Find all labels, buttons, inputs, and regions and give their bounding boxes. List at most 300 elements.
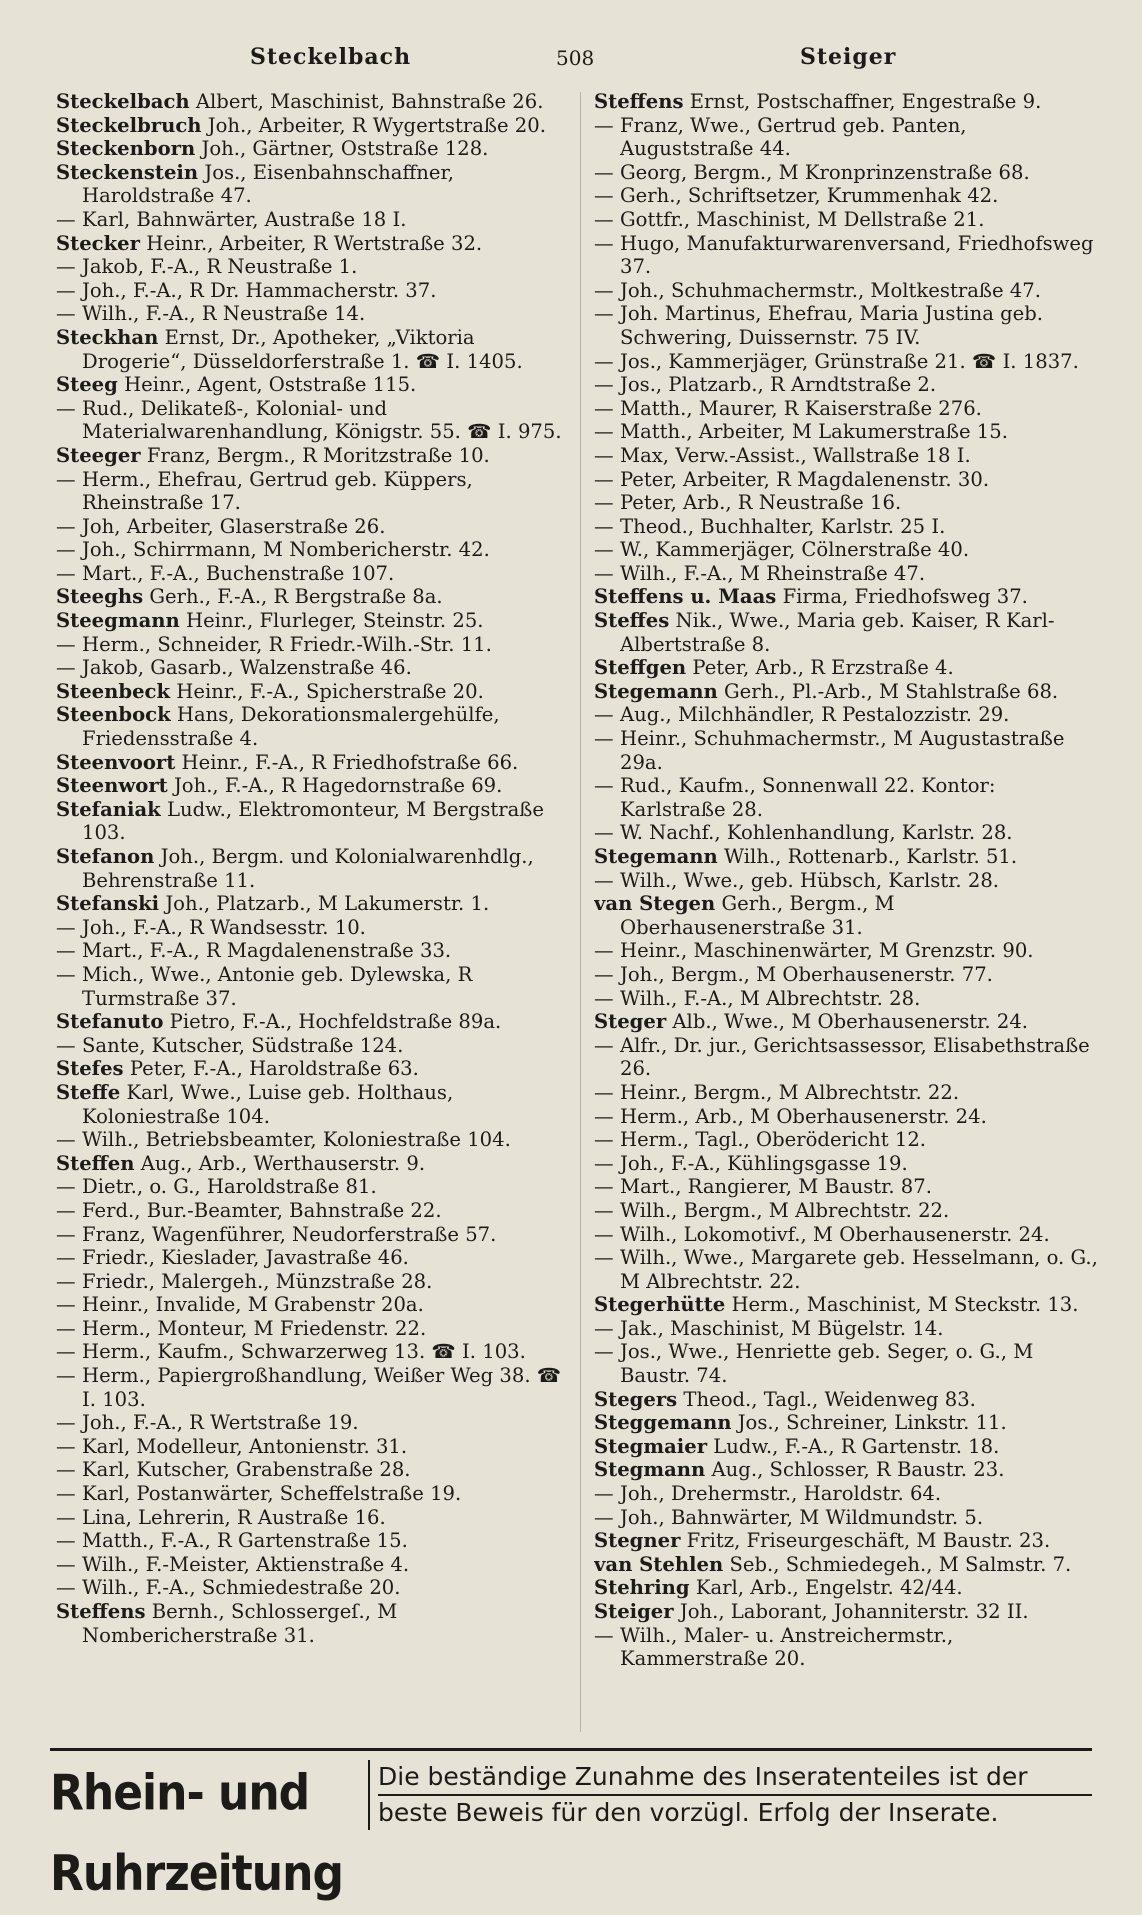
directory-entry <box>56 1010 568 1034</box>
entry-details: Joh., F.-A., R Hagedornstraße 69. <box>173 774 503 798</box>
ditto-dash: — <box>56 915 76 939</box>
ditto-dash: — <box>594 821 614 845</box>
ditto-dash: — <box>594 278 614 302</box>
ditto-dash: — <box>56 1576 76 1600</box>
ditto-dash: — <box>56 632 76 656</box>
directory-entry <box>56 444 568 468</box>
entry-surname: Stefes <box>56 1057 124 1081</box>
ditto-dash: — <box>594 1316 614 1340</box>
entry-details: Pietro, F.-A., Hochfeldstraße 89a. <box>169 1010 502 1034</box>
directory-entry <box>594 373 1102 397</box>
entry-details: Friedr., Malergeh., Münzstraße 28. <box>82 1269 433 1293</box>
entry-surname: Stegner <box>594 1529 681 1553</box>
entry-details: Seb., Schmiedegeh., M Salmstr. 7. <box>729 1552 1072 1576</box>
ditto-dash: — <box>594 1340 614 1364</box>
entry-details: Theod., Buchhalter, Karlstr. 25 I. <box>620 514 946 538</box>
directory-entry <box>56 1340 568 1364</box>
entry-surname: Steffgen <box>594 656 687 680</box>
directory-entry <box>594 1553 1102 1577</box>
directory-entry <box>594 1482 1102 1506</box>
ditto-dash: — <box>594 113 614 137</box>
directory-entry <box>56 1600 568 1647</box>
directory-entry <box>594 1081 1102 1105</box>
entry-surname: Steenwort <box>56 774 168 798</box>
directory-entry <box>56 585 568 609</box>
entry-details: Bernh., Schlossergeſ., M Nombericherstraße 31. <box>82 1600 398 1647</box>
ditto-dash: — <box>56 561 76 585</box>
advertisement-line-1: Die beständige Zunahme des Inseratenteiles ist der <box>378 1760 1092 1796</box>
entry-details: Joh., F.-A., R Dr. Hammacherstr. 37. <box>82 278 437 302</box>
directory-entry <box>56 1128 568 1152</box>
header-left-keyword: Steckelbach <box>250 44 412 70</box>
entry-details: Gerh., Bergm., M Oberhausenerstraße 31. <box>620 892 895 939</box>
advertisement-text-box <box>368 1760 1092 1830</box>
directory-entry <box>594 869 1102 893</box>
ditto-dash: — <box>594 1623 614 1647</box>
column-divider <box>580 92 581 1732</box>
ditto-dash: — <box>594 160 614 184</box>
entry-details: Joh., Schirrmann, M Nombericherstr. 42. <box>82 538 490 562</box>
ditto-dash: — <box>594 868 614 892</box>
ditto-dash: — <box>56 538 76 562</box>
ditto-dash: — <box>56 1505 76 1529</box>
directory-entry <box>56 255 568 279</box>
ditto-dash: — <box>56 1175 76 1199</box>
entry-surname: Stegmaier <box>594 1434 708 1458</box>
ditto-dash: — <box>594 1198 614 1222</box>
directory-entry <box>594 774 1102 821</box>
ditto-dash: — <box>56 255 76 279</box>
ditto-dash: — <box>594 1104 614 1128</box>
ditto-dash: — <box>56 1458 76 1482</box>
ditto-dash: — <box>594 1033 614 1057</box>
directory-entry <box>594 208 1102 232</box>
directory-entry <box>594 939 1102 963</box>
directory-entry <box>594 161 1102 185</box>
directory-entry <box>594 1034 1102 1081</box>
entry-surname: Stegmann <box>594 1458 706 1482</box>
directory-entry <box>56 1199 568 1223</box>
page-number: 508 <box>556 46 595 70</box>
directory-entry <box>56 1081 568 1128</box>
directory-entry <box>56 1506 568 1530</box>
entry-surname: van Stegen <box>594 892 716 916</box>
entry-details: Mich., Wwe., Antonie geb. Dylewska, R Turmstraße 37. <box>82 962 473 1010</box>
entry-surname: Steckelbach <box>56 90 190 113</box>
directory-entry <box>594 1576 1102 1600</box>
ditto-dash: — <box>594 1246 614 1270</box>
entry-details: Franz, Wagenführer, Neudorferstraße 57. <box>82 1222 497 1246</box>
entry-surname: Steeg <box>56 373 118 397</box>
directory-entry <box>56 1553 568 1577</box>
directory-entry <box>594 1458 1102 1482</box>
entry-details: Max, Verw.-Assist., Wallstraße 18 I. <box>620 443 971 467</box>
directory-entry <box>56 137 568 161</box>
entry-details: Heinr., Agent, Oststraße 115. <box>124 373 417 397</box>
entry-details: Wilh., F.-A., R Neustraße 14. <box>82 302 366 326</box>
entry-details: Karl, Arb., Engelstr. 42/44. <box>695 1576 963 1600</box>
ditto-dash: — <box>594 727 614 751</box>
directory-entry <box>594 1105 1102 1129</box>
directory-entry <box>56 538 568 562</box>
entry-details: Heinr., Flurleger, Steinstr. 25. <box>186 609 484 633</box>
ditto-dash: — <box>594 1175 614 1199</box>
directory-entry <box>594 491 1102 515</box>
directory-entry <box>56 1364 568 1411</box>
ditto-dash: — <box>594 538 614 562</box>
entry-surname: Steeghs <box>56 585 144 609</box>
entry-details: Peter, Arb., R Erzstraße 4. <box>692 656 954 680</box>
entry-surname: Stefanski <box>56 892 160 916</box>
ditto-dash: — <box>594 231 614 255</box>
directory-entry <box>594 609 1102 656</box>
entry-details: Sante, Kutscher, Südstraße 124. <box>82 1033 404 1057</box>
directory-entry <box>56 279 568 303</box>
directory-entry <box>56 916 568 940</box>
entry-details: Nik., Wwe., Maria geb. Kaiser, R Karl-Albertstraße 8. <box>620 609 1055 656</box>
entry-details: Ludw., F.-A., R Gartenstr. 18. <box>713 1434 1000 1458</box>
entry-surname: Stefanuto <box>56 1010 164 1034</box>
directory-entry <box>594 1600 1102 1624</box>
entry-surname: Steffen <box>56 1151 135 1175</box>
directory-entry <box>56 232 568 256</box>
entry-surname: Stefaniak <box>56 797 161 821</box>
entry-details: Wilh., Bergm., M Albrechtstr. 22. <box>620 1198 950 1222</box>
entry-surname: Steffe <box>56 1080 121 1104</box>
directory-entry <box>594 562 1102 586</box>
entry-surname: Stefanon <box>56 845 155 868</box>
entry-details: Joh., Bergm. und Kolonialwarenhdlg., Behrenstraße 11. <box>82 845 534 892</box>
directory-entry <box>56 1223 568 1247</box>
ditto-dash: — <box>56 1316 76 1340</box>
entry-surname: van Stehlen <box>594 1552 724 1576</box>
directory-entry <box>594 987 1102 1011</box>
directory-entry <box>56 161 568 208</box>
directory-entry <box>56 1482 568 1506</box>
entry-surname: Steggemann <box>594 1411 732 1435</box>
ditto-dash: — <box>56 302 76 326</box>
header-right-keyword: Steiger <box>800 44 897 70</box>
entry-surname: Steiger <box>594 1600 674 1623</box>
ditto-dash: — <box>594 939 614 963</box>
directory-entry <box>56 703 568 750</box>
directory-entry <box>594 727 1102 774</box>
entry-details: Wilh., Rottenarb., Karlstr. 51. <box>724 845 1018 868</box>
entry-details: Joh., Bahnwärter, M Wildmundstr. 5. <box>620 1505 984 1529</box>
ditto-dash: — <box>56 1222 76 1246</box>
directory-entry <box>56 373 568 397</box>
entry-surname: Stegemann <box>594 845 718 868</box>
ditto-dash: — <box>56 1246 76 1270</box>
directory-entry <box>594 963 1102 987</box>
entry-details: Rud., Kaufm., Sonnenwall 22. Kontor: Karlstraße 28. <box>620 774 996 821</box>
entry-details: Jos., Schreiner, Linkstr. 11. <box>737 1411 1007 1435</box>
entry-details: Joh., Gärtner, Oststraße 128. <box>201 137 489 161</box>
directory-entry <box>594 1152 1102 1176</box>
entry-details: Mart., F.-A., R Magdalenenstraße 33. <box>82 939 452 963</box>
directory-entry <box>56 1152 568 1176</box>
entry-details: Herm., Ehefrau, Gertrud geb. Küppers, Rheinstraße 17. <box>82 467 473 515</box>
entry-details: Karl, Wwe., Luise geb. Holthaus, Koloniestraße 104. <box>82 1080 454 1128</box>
ditto-dash: — <box>594 373 614 397</box>
entry-surname: Steenvoort <box>56 750 176 774</box>
directory-entry <box>56 1246 568 1270</box>
entry-details: Jakob, F.-A., R Neustraße 1. <box>82 255 358 279</box>
directory-entry <box>56 774 568 798</box>
entry-details: Herm., Maschinist, M Steckstr. 13. <box>731 1293 1079 1317</box>
directory-entry <box>56 680 568 704</box>
entry-details: Joh., Bergm., M Oberhausenerstr. 77. <box>620 962 993 986</box>
entry-details: Karl, Postanwärter, Scheffelstraße 19. <box>82 1482 462 1506</box>
entry-details: Karl, Kutscher, Grabenstraße 28. <box>82 1458 411 1482</box>
directory-entry <box>594 515 1102 539</box>
ditto-dash: — <box>56 467 76 491</box>
ditto-dash: — <box>56 1364 76 1388</box>
directory-entry <box>594 892 1102 939</box>
ditto-dash: — <box>594 302 614 326</box>
advertisement-brand: Rhein- und Ruhrzeitung <box>50 1764 343 1903</box>
ditto-dash: — <box>56 1434 76 1458</box>
ditto-dash: — <box>56 939 76 963</box>
entry-surname: Steckenborn <box>56 137 196 161</box>
directory-entry <box>56 562 568 586</box>
entry-details: Joh., Drehermstr., Haroldstr. 64. <box>620 1482 942 1506</box>
directory-entry <box>56 751 568 775</box>
entry-details: Wilh., F.-A., M Rheinstraße 47. <box>620 561 926 585</box>
directory-entry <box>56 1411 568 1435</box>
ditto-dash: — <box>56 207 76 231</box>
directory-entry <box>56 609 568 633</box>
page-header <box>0 44 1142 84</box>
directory-entry <box>56 798 568 845</box>
entry-details: Firma, Friedhofsweg 37. <box>782 585 1028 609</box>
directory-entry <box>56 892 568 916</box>
entry-details: Joh, Arbeiter, Glaserstraße 26. <box>82 514 386 538</box>
entry-details: Wilh., Betriebsbeamter, Koloniestraße 104. <box>82 1128 511 1152</box>
entry-details: Dietr., o. G., Haroldstraße 81. <box>82 1175 377 1199</box>
entry-surname: Stecker <box>56 231 140 255</box>
directory-entry <box>594 1128 1102 1152</box>
ditto-dash: — <box>56 396 76 420</box>
entry-details: Matth., Maurer, R Kaiserstraße 276. <box>620 396 982 420</box>
entry-details: Wilh., F.-A., Schmiedestraße 20. <box>82 1576 401 1600</box>
directory-entry <box>594 845 1102 869</box>
entry-details: Jak., Maschinist, M Bügelstr. 14. <box>620 1316 944 1340</box>
directory-entry <box>594 821 1102 845</box>
entry-details: Ludw., Elektromonteur, M Bergstraße 103. <box>82 797 544 845</box>
entry-details: Jos., Platzarb., R Arndtstraße 2. <box>620 373 937 397</box>
ditto-dash: — <box>594 467 614 491</box>
directory-entry <box>594 232 1102 279</box>
ditto-dash: — <box>594 1128 614 1152</box>
entry-details: Fritz, Friseurgeschäft, M Baustr. 23. <box>686 1529 1051 1553</box>
entry-surname: Steeger <box>56 443 141 467</box>
entry-details: Wilh., Maler- u. Anstreichermstr., Kammerstraße 20. <box>620 1623 954 1671</box>
entry-details: Karl, Bahnwärter, Austraße 18 I. <box>82 207 407 231</box>
advertisement <box>50 1756 1092 1903</box>
entry-surname: Steenbeck <box>56 679 171 703</box>
ditto-dash: — <box>56 1033 76 1057</box>
ditto-dash: — <box>594 774 614 798</box>
ditto-dash: — <box>594 184 614 208</box>
ditto-dash: — <box>56 1340 76 1364</box>
entry-details: Wilh., Wwe., Margarete geb. Hesselmann, o. G., M Albrechtstr. 22. <box>620 1246 1098 1293</box>
entry-details: Herm., Schneider, R Friedr.-Wilh.-Str. 11. <box>82 632 492 656</box>
directory-entry <box>56 963 568 1010</box>
ditto-dash: — <box>594 962 614 986</box>
entry-surname: Stegerhütte <box>594 1293 726 1317</box>
entry-details: Heinr., F.-A., Spicherstraße 20. <box>176 679 484 703</box>
ditto-dash: — <box>594 420 614 444</box>
directory-entry <box>594 1246 1102 1293</box>
entry-details: Heinr., Arbeiter, R Wertstraße 32. <box>146 231 483 255</box>
directory-entry <box>56 1057 568 1081</box>
ditto-dash: — <box>56 1293 76 1317</box>
entry-details: Peter, Arbeiter, R Magdalenenstr. 30. <box>620 467 990 491</box>
directory-entry <box>56 1317 568 1341</box>
entry-details: Gerh., Schriftsetzer, Krummenhak 42. <box>620 184 999 208</box>
entry-details: Heinr., Maschinenwärter, M Grenzstr. 90. <box>620 939 1034 963</box>
directory-entry <box>594 1293 1102 1317</box>
entry-details: Franz, Bergm., R Moritzstraße 10. <box>146 443 490 467</box>
ditto-dash: — <box>594 1080 614 1104</box>
entry-details: Mart., F.-A., Buchenstraße 107. <box>82 561 395 585</box>
entry-surname: Steegmann <box>56 609 180 633</box>
directory-entry <box>594 1175 1102 1199</box>
ditto-dash: — <box>56 1128 76 1152</box>
ditto-dash: — <box>594 1505 614 1529</box>
entry-details: Peter, F.-A., Haroldstraße 63. <box>129 1057 419 1081</box>
entry-details: Lina, Lehrerin, R Austraße 16. <box>82 1505 386 1529</box>
directory-entry <box>594 1529 1102 1553</box>
entry-details: Mart., Rangierer, M Baustr. 87. <box>620 1175 932 1199</box>
entry-details: Herm., Tagl., Oberödericht 12. <box>620 1128 927 1152</box>
entry-details: Gerh., Pl.-Arb., M Stahlstraße 68. <box>724 679 1059 703</box>
ditto-dash: — <box>594 207 614 231</box>
entry-surname: Steckhan <box>56 325 159 349</box>
directory-entry <box>594 1388 1102 1412</box>
ditto-dash: — <box>594 491 614 515</box>
ditto-dash: — <box>56 1482 76 1506</box>
directory-entry <box>56 1458 568 1482</box>
ditto-dash: — <box>594 561 614 585</box>
directory-entry <box>56 939 568 963</box>
right-column <box>594 90 1102 1730</box>
entry-details: Karl, Modelleur, Antonienstr. 31. <box>82 1434 408 1458</box>
entry-details: Jakob, Gasarb., Walzenstraße 46. <box>82 656 412 680</box>
ditto-dash: — <box>56 1198 76 1222</box>
directory-entry <box>594 1411 1102 1435</box>
directory-entry <box>56 1435 568 1459</box>
directory-entry <box>594 350 1102 374</box>
entry-details: Jos., Eisenbahnschaffner, Haroldstraße 47. <box>82 160 454 208</box>
entry-details: Ernst, Postschaffner, Engestraße 9. <box>689 90 1042 113</box>
entry-details: Herm., Papiergroßhandlung, Weißer Weg 38. ☎ I. 103. <box>82 1364 562 1411</box>
directory-entry <box>594 302 1102 349</box>
directory-entry <box>594 1624 1102 1671</box>
directory-entry <box>594 1317 1102 1341</box>
directory-entry <box>56 1529 568 1553</box>
ditto-dash: — <box>594 986 614 1010</box>
entry-details: Heinr., Invalide, M Grabenstr 20a. <box>82 1293 424 1317</box>
directory-entry <box>56 114 568 138</box>
advertisement-line-2: beste Beweis für den vorzügl. Erfolg der Inserate. <box>378 1798 999 1827</box>
entry-details: Herm., Kaufm., Schwarzerweg 13. ☎ I. 103. <box>82 1340 526 1364</box>
directory-entry <box>594 1506 1102 1530</box>
entry-details: Jos., Kammerjäger, Grünstraße 21. ☎ I. 1837. <box>620 349 1079 373</box>
directory-entry <box>594 279 1102 303</box>
entry-details: Wilh., Lokomotivf., M Oberhausenerstr. 24. <box>620 1222 1050 1246</box>
ditto-dash: — <box>56 962 76 986</box>
directory-entry <box>594 90 1102 114</box>
entry-details: Ernst, Dr., Apotheker, „Viktoria Drogerie“, Düsseldorferstraße 1. ☎ I. 1405. <box>82 325 523 373</box>
ditto-dash: — <box>56 1411 76 1435</box>
directory-entry <box>594 184 1102 208</box>
directory-entry <box>56 1293 568 1317</box>
directory-entry <box>56 656 568 680</box>
directory-entry <box>56 845 568 892</box>
entry-details: Herm., Monteur, M Friedenstr. 22. <box>82 1316 427 1340</box>
directory-entry <box>56 633 568 657</box>
entry-details: Aug., Arb., Werthauserstr. 9. <box>140 1151 426 1175</box>
entry-details: Georg, Bergm., M Kronprinzenstraße 68. <box>620 160 1030 184</box>
entry-details: Heinr., Bergm., M Albrechtstr. 22. <box>620 1080 960 1104</box>
entry-details: Matth., Arbeiter, M Lakumerstraße 15. <box>620 420 1008 444</box>
entry-details: Ferd., Bur.-Beamter, Bahnstraße 22. <box>82 1198 442 1222</box>
ditto-dash: — <box>594 703 614 727</box>
entry-details: Joh., Arbeiter, R Wygertstraße 20. <box>207 113 546 137</box>
entry-details: Rud., Delikateß-, Kolonial- und Materialwarenhandlung, Königstr. 55. ☎ I. 975. <box>82 396 562 444</box>
entry-surname: Steffens u. Maas <box>594 585 777 609</box>
entry-details: Aug., Milchhändler, R Pestalozzistr. 29. <box>620 703 1010 727</box>
directory-entry <box>594 656 1102 680</box>
directory-entry <box>56 1175 568 1199</box>
directory-entry <box>56 1270 568 1294</box>
directory-entry <box>594 1340 1102 1387</box>
directory-entry <box>56 326 568 373</box>
directory-entry <box>594 1199 1102 1223</box>
directory-entry <box>56 1576 568 1600</box>
entry-details: Joh. Martinus, Ehefrau, Maria Justina geb. Schwering, Duissernstr. 75 IV. <box>620 302 1044 349</box>
directory-entry <box>594 703 1102 727</box>
entry-surname: Steffens <box>594 90 684 113</box>
entry-details: Heinr., Schuhmachermstr., M Augustastraße 29a. <box>620 727 1065 774</box>
ditto-dash: — <box>594 1222 614 1246</box>
entry-details: W. Nachf., Kohlenhandlung, Karlstr. 28. <box>620 821 1013 845</box>
ditto-dash: — <box>594 443 614 467</box>
directory-entry <box>594 468 1102 492</box>
entry-surname: Steger <box>594 1010 667 1034</box>
entry-surname: Steffens <box>56 1600 146 1623</box>
directory-entry <box>594 114 1102 161</box>
left-column <box>56 90 568 1730</box>
directory-entry <box>594 420 1102 444</box>
entry-details: Joh., Laborant, Johanniterstr. 32 II. <box>679 1600 1029 1623</box>
directory-entry <box>594 585 1102 609</box>
ditto-dash: — <box>56 1529 76 1553</box>
ditto-dash: — <box>56 656 76 680</box>
entry-details: Wilh., Wwe., geb. Hübsch, Karlstr. 28. <box>620 868 1000 892</box>
directory-entry <box>56 397 568 444</box>
entry-details: Hugo, Manufakturwarenversand, Friedhofsweg 37. <box>620 231 1094 279</box>
entry-details: Franz, Wwe., Gertrud geb. Panten, Auguststraße 44. <box>620 113 967 161</box>
entry-details: Matth., F.-A., R Gartenstraße 15. <box>82 1529 408 1553</box>
directory-entry <box>56 515 568 539</box>
entry-details: Joh., F.-A., Kühlingsgasse 19. <box>620 1151 908 1175</box>
entry-details: Alfr., Dr. jur., Gerichtsassessor, Elisabethstraße 26. <box>620 1033 1090 1081</box>
ditto-dash: — <box>594 514 614 538</box>
entry-details: Gottfr., Maschinist, M Dellstraße 21. <box>620 207 985 231</box>
